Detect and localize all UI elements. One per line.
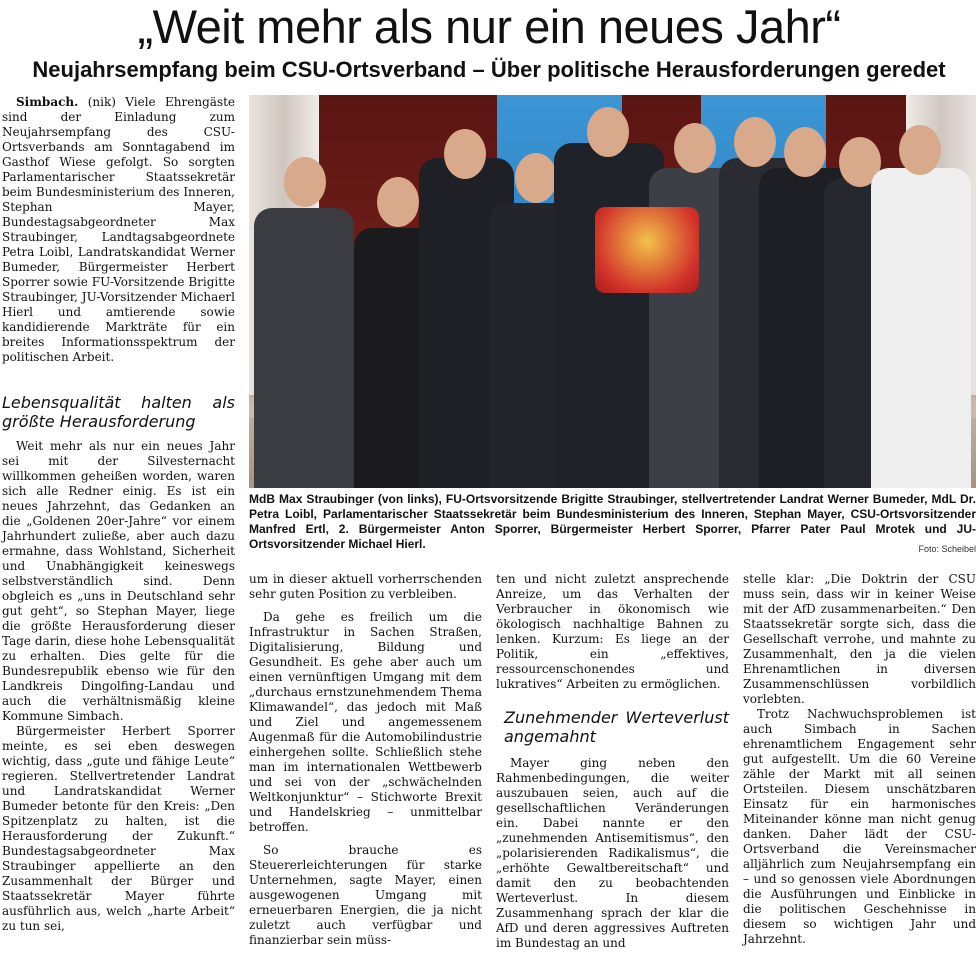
person-head	[284, 157, 326, 207]
group-photo	[249, 95, 976, 488]
article-column-2	[249, 572, 482, 948]
paragraph: Trotz Nachwuchsproblemen ist auch Simbach in Sachen ehrenamtlichem Engagement sehr gut aufgestellt. Um die 60 Vereine zähle der Markt mit all seinen Ortsteilen. Diesem unschätzbaren Einsatz für ein harmonisches Miteinander könne man nicht genug danken. Daher lädt der CSU-Ortsverband die Vereinsmacher alljährlich zum Neujahrsempfang ein – und so genossen viele Abordnungen die Ausführungen und Einblicke in die politischen Geschehnisse in diesem so wichtigen Jahr und Jahrzehnt.	[743, 707, 976, 946]
intro-text: (nik) Viele Ehrengäste sind der Einladung zum Neujahrsempfang des CSU-Ortsverbands am Sonntagabend im Gasthof Wiese gefolgt. So sorgten Parlamentarischer Staatssekretär beim Bundesministerium des Inneren, Stephan Mayer, Bundestagsabgeordneter Max Straubinger, Landtagsabgeordnete Petra Loibl, Landratskandidat Werner Bumeder, Bürgermeister Herbert Sporrer sowie FU-Vorsitzende Brigitte Straubinger, JU-Vorsitzender Michaerl Hierl und amtierende sowie kandidierende Markträte für ein breites Informationsspektrum der politischen Arbeit.	[2, 95, 235, 364]
person-head	[515, 153, 557, 203]
paragraph: Da gehe es freilich um die Infrastruktur in Sachen Straßen, Digitalisierung, Bildung und Gesundheit. Es gehe aber auch um einen vernünftigen Umgang mit dem „durchaus ernstzunehmendem Thema Klimawandel“, das jedoch mit Maß und Ziel und angemessenem Augenmaß für die Automobilindustrie einhergehen sollte. Schließlich stehe man im internationalen Wettbewerb und sei von der „schwächelnden Weltkonjunktur“ – Stichworte Brexit und Handelskrieg – unmittelbar betroffen.	[249, 610, 482, 834]
person-head	[899, 125, 941, 175]
section-heading: Lebensqualität halten als größte Herausforderung	[2, 393, 235, 431]
person	[554, 143, 664, 488]
dateline: Simbach.	[16, 95, 79, 109]
gift-basket	[595, 207, 699, 293]
article-column-4	[743, 572, 976, 947]
paragraph: Mayer ging neben den Rahmenbedingungen, die weiter auszubauen seien, auch auf die gesellschaftlichen Veränderungen ein. Dabei nannte er den „zunehmenden Antisemitismus“, den „polarisierenden Radikalismus“, die „erhöhte Gewaltbereitschaft“ und damit den zu beobachtenden Werteverlust. In diesem Zusammenhang sprach der klar die AfD und deren aggressives Auftreten im Bundestag an und	[496, 756, 729, 950]
person-head	[734, 117, 776, 167]
person-head	[587, 107, 629, 157]
paragraph: Bürgermeister Herbert Sporrer meinte, es sei eben deswegen wichtig, dass „gute und fähige Leute“ regieren. Stellvertretender Landrat und Landratskandidat Werner Bumeder betonte für den Kreis: „Den Spitzenplatz zu halten, ist die Herausforderung der Zukunft.“ Bundestagsabgeordneter Max Straubinger appellierte an den Zusammenhalt der Bürger und Staatssekretär Mayer führte ausführlich aus, welch „harte Arbeit“ zu tun sei,	[2, 724, 235, 933]
intro-paragraph	[2, 95, 235, 365]
paragraph: stelle klar: „Die Doktrin der CSU muss sein, dass wir in keiner Weise mit der AfD zusammenarbeiten.“ Den Staatssekretär sorgte sich, dass die Gesellschaft verrohe, und mahnte zu Zusammenhalt, den ja die vielen Ehrenamtlichen in diversen Zusammenschlüssen vorbildlich vorlebten.	[743, 572, 976, 706]
person-head	[674, 123, 716, 173]
paragraph: So brauche es Steuererleichterungen für starke Unternehmen, sagte Mayer, einen ausgewogenen Umgang mit erneuerbaren Energien, die ja nicht zuletzt auch verfügbar und finanzierbar sein müss-	[249, 843, 482, 947]
section-heading: Zunehmender Werteverlust angemahnt	[504, 708, 729, 746]
headline: „Weit mehr als nur ein neues Jahr“	[137, 0, 841, 53]
paragraph: ten und nicht zuletzt ansprechende Anreize, um das Verhalten der Verbraucher in ökonomisch wie ökologisch nachhaltige Bahnen zu lenken. Kurzum: Es liege an der Politik, ein „effektives, ressourcenschonendes und lukratives“ Arbeiten zu ermöglichen.	[496, 572, 729, 691]
article-column-3	[496, 572, 729, 951]
photo-credit: Foto: Scheibel	[918, 544, 976, 554]
paragraph: um in dieser aktuell vorherrschenden sehr guten Position zu verbleiben.	[249, 572, 482, 601]
photo-caption: MdB Max Straubinger (von links), FU-Ortsvorsitzende Brigitte Straubinger, stellvertretender Landrat Werner Bumeder, MdL Dr. Petra Loibl, Parlamentarischer Staatssekretär beim Bundesministerium des Inneren, Stephan Mayer, CSU-Ortsvorsitzender Manfred Ertl, 2. Bürgermeister Anton Sporrer, Bürgermeister Herbert Sporrer, Pfarrer Pater Paul Mrotek und JU-Ortsvorsitzender Michael Hierl.	[249, 492, 976, 551]
person-head	[784, 127, 826, 177]
paragraph: Weit mehr als nur ein neues Jahr sei mit der Silvesternacht willkommen geheißen worden, waren sich alle Redner einig. Es ist ein neues Jahrzehnt, das Gedanken an die „Goldenen 20er-Jahre“ vor einem Jahrhundert zuließe, aber auch dazu ermahne, dass Wohlstand, Sicherheit und Unabhängigkeit keineswegs selbstverständlich sind. Denn obgleich es „uns in Deutschland sehr gut geht“, so Stephan Mayer, liege die größte Herausforderung dieser Tage darin, diese hohe Lebensqualität zu erhalten. Dies gelte für die Bundesrepublik ebenso wie für den Landkreis Dingolfing-Landau und auch die verhältnismäßig kleine Kommune Simbach.	[2, 439, 235, 723]
subheadline: Neujahrsempfang beim CSU-Ortsverband – Über politische Herausforderungen geredet	[32, 57, 946, 82]
article-column-1	[2, 95, 235, 934]
person-head	[377, 177, 419, 227]
person	[254, 208, 354, 488]
person-head	[444, 129, 486, 179]
person	[871, 168, 971, 488]
